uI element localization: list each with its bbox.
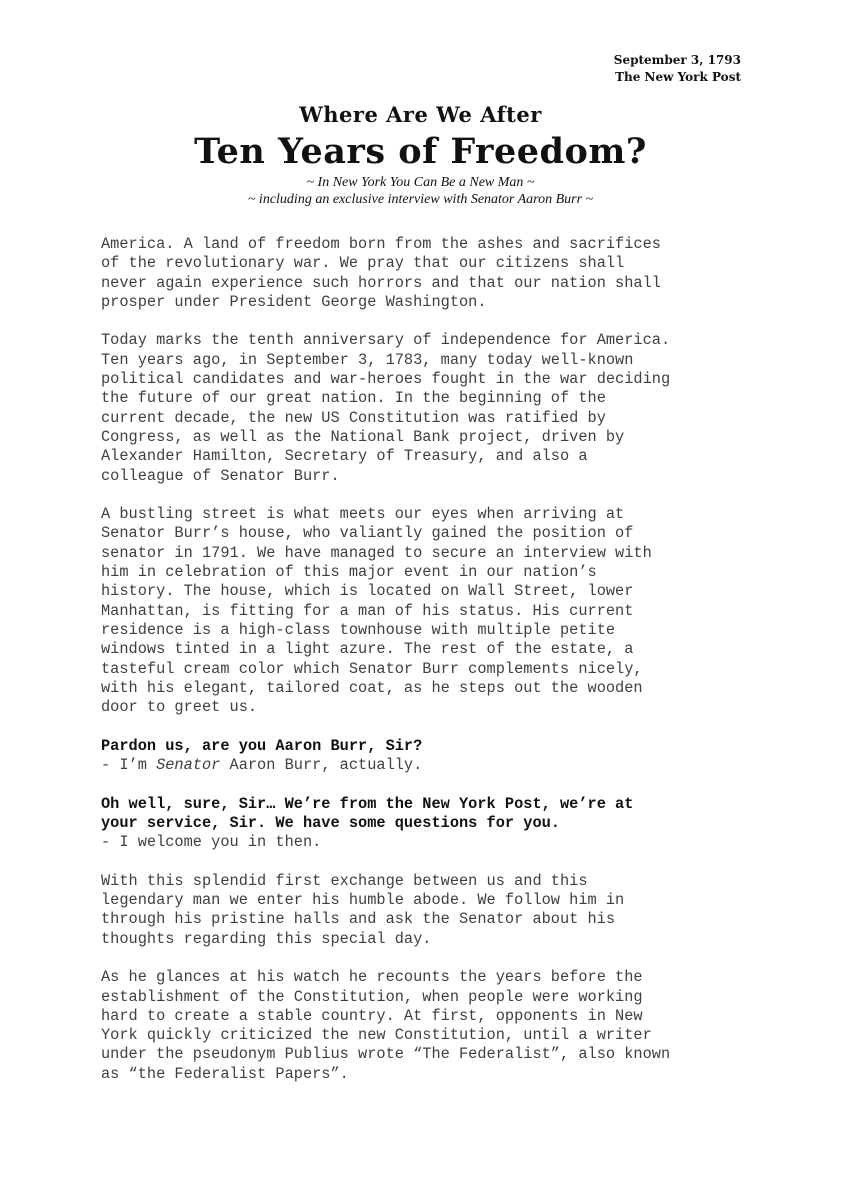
masthead (614, 52, 741, 86)
interview-exchange-1 (101, 737, 751, 776)
answer-emphasis: Senator (156, 756, 221, 775)
paragraph-anniversary: Today marks the tenth anniversary of independence for America. Ten years ago, in September 3, 1783, many today well-known political candidates and war-heroes fought in the war deciding the future of our great nation. In the beginning of the current decade, the new US Constitution was ratified by Congress, as well as the National Bank project, driven by Alexander Hamilton, Secretary of Treasury, and also a colleague of Senator Burr. (101, 331, 671, 485)
interview-answer (101, 756, 751, 775)
interview-answer: - I welcome you in then. (101, 833, 322, 852)
interview-question: Oh well, sure, Sir… We’re from the New York Post, we’re at your service, Sir. We have some questions for you. (101, 794, 634, 832)
answer-text: - I’m (101, 756, 157, 775)
paragraph-constitution: As he glances at his watch he recounts the years before the establishment of the Constitution, when people were working hard to create a stable country. At first, opponents in New York quickly criticized the new Constitution, until a writer under the pseudonym Publius wrote “The Federalist”, also known as “the Federalist Papers”. (101, 968, 671, 1083)
subtitle-1: ~ In New York You Can Be a New Man ~ (306, 175, 535, 190)
article-body (101, 235, 751, 1103)
headline (0, 100, 841, 208)
subtitle-2: ~ including an exclusive interview with Senator Aaron Burr ~ (247, 192, 594, 207)
paragraph-house: A bustling street is what meets our eyes when arriving at Senator Burr’s house, who valiantly gained the position of senator in 1791. We have managed to secure an interview with him in celebration of this major event in our nation’s history. The house, which is located on Wall Street, lower Manhattan, is fitting for a man of his status. His current residence is a high-class townhouse with multiple petite windows tinted in a light azure. The rest of the estate, a tasteful cream color which Senator Burr complements nicely, with his elegant, tailored coat, as he steps out the wooden door to greet us. (101, 505, 652, 717)
answer-text: Aaron Burr, actually. (220, 756, 423, 775)
paragraph-abode: With this splendid first exchange between us and this legendary man we enter his humble abode. We follow him in through his pristine halls and ask the Senator about his thoughts regarding this special day. (101, 871, 625, 948)
interview-question: Pardon us, are you Aaron Burr, Sir? (101, 736, 423, 755)
interview-exchange-2 (101, 795, 751, 853)
paragraph-intro: America. A land of freedom born from the ashes and sacrifices of the revolutionary war. We pray that our citizens shall never again experience such horrors and that our nation shall prosper under President George Washington. (101, 235, 661, 311)
newspaper-name: The New York Post (615, 70, 741, 84)
headline-line-1: Where Are We After (299, 102, 542, 127)
headline-line-2: Ten Years of Freedom? (194, 131, 647, 172)
issue-date: September 3, 1793 (613, 53, 741, 67)
